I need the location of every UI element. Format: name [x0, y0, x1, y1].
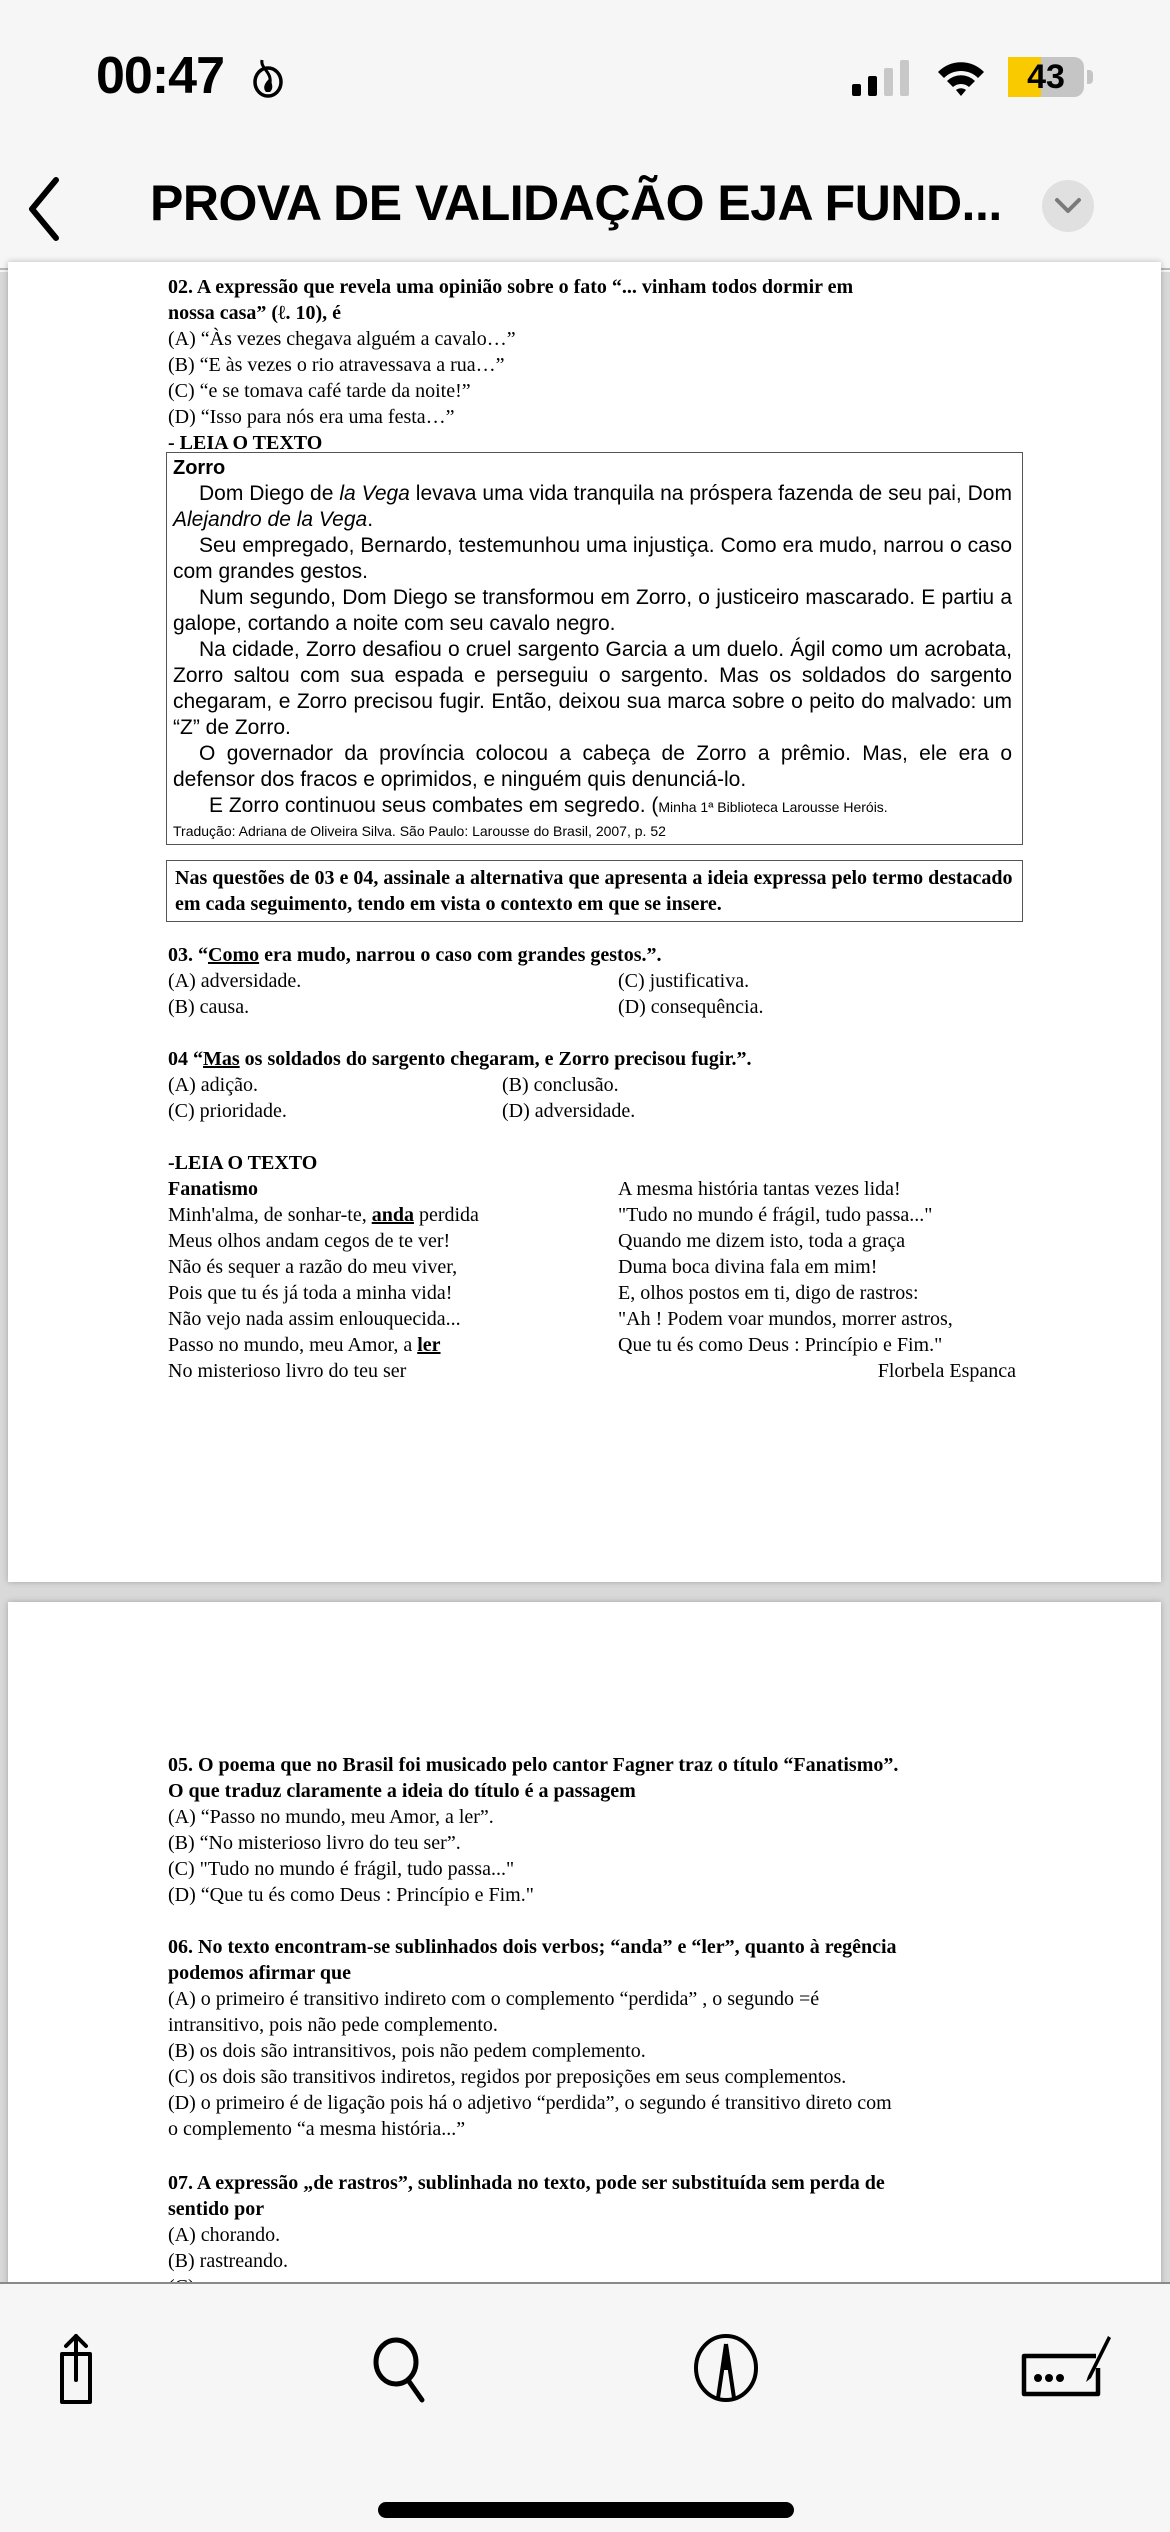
underlined-verb-ler: ler: [417, 1334, 441, 1356]
question-06-stem-cont: podemos afirmar que: [168, 1962, 351, 1984]
question-05-stem-cont: O que traduz claramente a ideia do título é a passagem: [168, 1780, 636, 1802]
poem-verse: A mesma história tantas vezes lida!: [618, 1178, 901, 1200]
option-b: (B) “E às vezes o rio atravessava a rua…”: [168, 354, 505, 376]
option-d-cont: o complemento “a mesma história...”: [168, 2118, 466, 2140]
question-07-stem-cont: sentido por: [168, 2198, 265, 2220]
status-bar: [0, 0, 1170, 150]
markup-pen-icon: [690, 2332, 770, 2412]
read-text-heading-2: -LEIA O TEXTO: [168, 1152, 318, 1174]
option-d: (D) o primeiro é de ligação pois há o adjetivo “perdida”, o segundo é transitivo direto com: [168, 2092, 892, 2114]
option-d: (D) adversidade.: [502, 1100, 636, 1122]
instruction-box: Nas questões de 03 e 04, assinale a alternativa que apresenta a ideia expressa pelo termo destacado em cada seguimento, tendo em vista o contexto em que se insere.: [166, 860, 1023, 922]
poem-fanatismo: [168, 1176, 1018, 1384]
poem-verse: Duma boca divina fala em mim!: [618, 1256, 878, 1278]
poem-verse: Pois que tu és já toda a minha vida!: [168, 1282, 453, 1304]
zorro-source: Minha 1ª Biblioteca Larousse Heróis.: [658, 799, 888, 815]
poem-verse: "Tudo no mundo é frágil, tudo passa...": [618, 1204, 933, 1226]
wifi-icon: [936, 58, 986, 98]
option-c: (C) justificativa.: [618, 970, 750, 992]
option-c: (C) "Tudo no mundo é frágil, tudo passa...": [168, 1858, 515, 1880]
option-a: (A) chorando.: [168, 2224, 281, 2246]
fill-and-sign-button[interactable]: [1016, 2332, 1116, 2412]
zorro-text-box: [166, 452, 1023, 845]
poem-column-2: [618, 1176, 1018, 1384]
share-button[interactable]: [44, 2332, 124, 2412]
question-04: [168, 1046, 1018, 1124]
underlined-verb-anda: anda: [371, 1204, 414, 1226]
search-icon: [366, 2332, 446, 2412]
question-04-stem: 04 “Mas os soldados do sargento chegaram, e Zorro precisou fugir.”.: [168, 1048, 752, 1070]
zorro-paragraph-6: E Zorro continuou seus combates em segredo. (Minha 1ª Biblioteca Larousse Heróis.: [209, 794, 888, 817]
poem-title: Fanatismo: [168, 1178, 258, 1200]
chevron-left-icon: [20, 174, 70, 244]
zorro-paragraph-2: Seu empregado, Bernardo, testemunhou uma injustiça. Como era mudo, narrou o caso com grandes gestos.: [173, 534, 1012, 583]
status-time: 00:47: [96, 47, 224, 105]
option-d: (D) “Que tu és como Deus : Princípio e Fim.": [168, 1884, 534, 1906]
option-b: (B) conclusão.: [502, 1074, 619, 1096]
highlighted-term: Mas: [203, 1048, 240, 1070]
question-07-stem: 07. A expressão „de rastros”, sublinhada no texto, pode ser substituída sem perda de: [168, 2172, 885, 2194]
document-title[interactable]: PROVA DE VALIDAÇÃO EJA FUND...: [150, 175, 1002, 231]
poem-verse: No misterioso livro do teu ser: [168, 1360, 407, 1382]
poem-verse: "Ah ! Podem voar mundos, morrer astros,: [618, 1308, 953, 1330]
back-button[interactable]: [20, 174, 70, 244]
poem-verse: E, olhos postos em ti, digo de rastros:: [618, 1282, 919, 1304]
question-06-stem: 06. No texto encontram-se sublinhados dois verbos; “anda” e “ler”, quanto à regência: [168, 1936, 897, 1958]
chevron-down-icon: [1054, 196, 1082, 216]
question-03: [168, 942, 1018, 1020]
question-07: [168, 2170, 1018, 2300]
question-05-stem: 05. O poema que no Brasil foi musicado pelo cantor Fagner traz o título “Fanatismo”.: [168, 1754, 899, 1776]
zorro-source-cont: Tradução: Adriana de Oliveira Silva. São Paulo: Larousse do Brasil, 2007, p. 52: [173, 823, 666, 839]
option-a: (A) adição.: [168, 1074, 258, 1096]
option-d: (D) “Isso para nós era uma festa…”: [168, 406, 455, 428]
question-02: [168, 274, 1018, 456]
poem-verse: Minh'alma, de sonhar-te, anda perdida: [168, 1204, 479, 1226]
cellular-signal-icon: [852, 60, 914, 96]
zorro-paragraph-3: Num segundo, Dom Diego se transformou em Zorro, o justiceiro mascarado. E partiu a galope, cortando a noite com seu cavalo negro.: [173, 586, 1012, 635]
battery-tip: [1087, 70, 1093, 84]
option-a: (A) “Passo no mundo, meu Amor, a ler”.: [168, 1806, 494, 1828]
pdf-page-1: [8, 262, 1161, 1582]
fill-and-sign-icon: [1016, 2332, 1116, 2412]
poem-verse: Passo no mundo, meu Amor, a ler: [168, 1334, 441, 1356]
battery-icon: [1008, 57, 1084, 97]
battery-percent: 43: [1027, 58, 1065, 96]
bottom-toolbar: [0, 2282, 1170, 2532]
option-c: (C) prioridade.: [168, 1100, 287, 1122]
poem-verse: Que tu és como Deus : Princípio e Fim.": [618, 1334, 943, 1356]
option-b: (B) rastreando.: [168, 2250, 288, 2272]
zorro-paragraph-1: Dom Diego de la Vega levava uma vida tranquila na próspera fazenda de seu pai, Dom Alejandro de la Vega.: [173, 482, 1012, 531]
option-c: (C) “e se tomava café tarde da noite!”: [168, 380, 471, 402]
option-a: (A) “Às vezes chegava alguém a cavalo…”: [168, 328, 516, 350]
markup-button[interactable]: [690, 2332, 770, 2412]
poem-verse: Meus olhos andam cegos de te ver!: [168, 1230, 451, 1252]
question-05: [168, 1752, 1018, 1908]
zorro-paragraph-5: O governador da província colocou a cabeça de Zorro a prêmio. Mas, ele era o defensor dos fracos e oprimidos, e ninguém quis denunciá-lo.: [173, 742, 1012, 791]
option-c: (C) os dois são transitivos indiretos, regidos por preposições em seus complementos.: [168, 2066, 847, 2088]
flame-icon: [250, 56, 286, 98]
poem-verse: Não és sequer a razão do meu viver,: [168, 1256, 458, 1278]
nav-bar: [0, 150, 1170, 270]
option-a-cont: intransitivo, pois não pede complemento.: [168, 2014, 498, 2036]
question-03-stem: 03. “Como era mudo, narrou o caso com grandes gestos.”.: [168, 944, 662, 966]
pdf-viewer[interactable]: [0, 272, 1170, 2282]
poem-author: Florbela Espanca: [877, 1360, 1016, 1382]
poem-verse: Quando me dizem isto, toda a graça: [618, 1230, 906, 1252]
option-a: (A) o primeiro é transitivo indireto com o complemento “perdida” , o segundo =é: [168, 1988, 820, 2010]
search-button[interactable]: [366, 2332, 446, 2412]
option-b: (B) causa.: [168, 996, 250, 1018]
option-d: (D) consequência.: [618, 996, 764, 1018]
option-b: (B) “No misterioso livro do teu ser”.: [168, 1832, 461, 1854]
option-a: (A) adversidade.: [168, 970, 302, 992]
zorro-title: Zorro: [173, 457, 226, 479]
zorro-paragraph-4: Na cidade, Zorro desafiou o cruel sargento Garcia a um duelo. Ágil como um acrobata, Zorro saltou com sua espada e perseguiu o sargento. Mas os soldados do sargento chegaram, e Zorro precisou fugir. Então, deixou sua marca sobre o peito do malvado: um “Z” de Zorro.: [173, 638, 1012, 739]
title-menu-button[interactable]: [1042, 180, 1094, 232]
poem-column-1: [168, 1176, 618, 1384]
question-02-stem: 02. A expressão que revela uma opinião sobre o fato “... vinham todos dormir em: [168, 276, 854, 298]
share-icon: [44, 2332, 124, 2412]
home-indicator[interactable]: [378, 2502, 794, 2518]
question-02-stem-cont: nossa casa” (ℓ. 10), é: [168, 302, 342, 324]
read-text-heading: - LEIA O TEXTO: [168, 432, 323, 454]
option-b: (B) os dois são intransitivos, pois não pedem complemento.: [168, 2040, 646, 2062]
poem-verse: Não vejo nada assim enlouquecida...: [168, 1308, 461, 1330]
question-06: [168, 1934, 1018, 2142]
highlighted-term: Como: [208, 944, 260, 966]
